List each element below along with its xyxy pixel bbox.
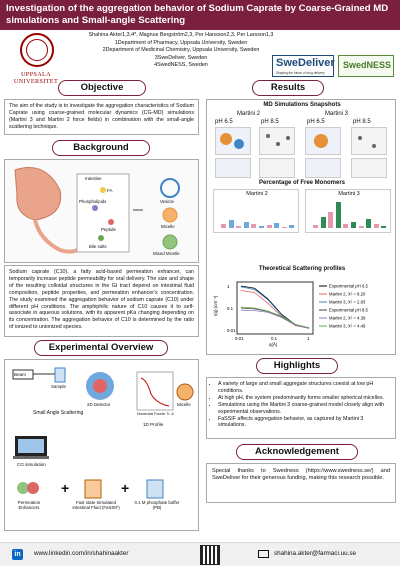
micelle-dot-icon xyxy=(266,134,270,138)
y-tick-label: 1 xyxy=(227,284,230,289)
x-tick-label: 0.01 xyxy=(235,336,244,341)
bar-mark xyxy=(221,224,226,228)
bar-mark xyxy=(236,226,241,228)
bar-mark xyxy=(313,225,318,228)
swedness-logo xyxy=(338,55,394,77)
highlights-heading: Highlights xyxy=(256,358,338,374)
intestine-panel xyxy=(77,174,129,252)
objective-heading: Objective xyxy=(58,80,146,96)
fa-label: FA xyxy=(107,188,113,193)
affiliation-1: 1Department of Pharmacy, Uppsala University, Sweden xyxy=(114,39,248,46)
bar-mark xyxy=(229,220,234,228)
x-tick-label: 0.1 xyxy=(271,336,278,341)
background-heading: Background xyxy=(52,140,150,156)
free-monomers-title: Percentage of Free Monomers xyxy=(258,180,346,186)
series-line xyxy=(241,310,309,328)
cg-label: CG simulation xyxy=(17,462,46,467)
micelle-icon xyxy=(163,208,177,222)
linkedin-icon[interactable]: in xyxy=(12,549,23,560)
m2-bars xyxy=(220,198,296,228)
highlight-item: • A variety of large and small aggregate structures coexist at low pH conditions. xyxy=(218,381,390,395)
m3-ph85-label: pH 8.5 xyxy=(353,119,371,125)
mixed-micelle-label: Mixed Micelle xyxy=(153,251,180,256)
micelle-dot-icon xyxy=(358,136,362,140)
bar-mark xyxy=(251,224,256,229)
snapshot-m2-ph85 xyxy=(259,127,295,155)
x-axis-label: q(Å) xyxy=(269,342,278,347)
legend-label: Experimental pH 6.5 xyxy=(329,283,368,289)
uu-logo-text: UPPSALA UNIVERSITET xyxy=(13,71,59,85)
acknowledgement-heading: Acknowledgement xyxy=(236,444,358,460)
m3-bars xyxy=(312,198,388,228)
m3-ph65-label: pH 6.5 xyxy=(307,119,325,125)
keyboard-icon xyxy=(13,456,49,459)
linkedin-link[interactable]: www.linkedin.com/in/shahinaakter xyxy=(34,550,129,557)
bile-salts-label: Bile salts xyxy=(89,244,107,249)
micelle-dot-icon xyxy=(372,144,376,148)
scattering-plot xyxy=(211,276,395,348)
bar-mark xyxy=(328,212,333,228)
scattering-title: Theoretical Scattering profiles xyxy=(258,266,346,272)
m3-bar-panel xyxy=(305,189,391,233)
y-axis-label: I(q) (cm⁻¹) xyxy=(213,295,218,316)
vesicle-icon xyxy=(161,179,179,197)
micelle-dot-icon xyxy=(276,142,280,146)
exp-item-2: Fast state Simulated Intestinal Fluid (FaSSIF) xyxy=(72,500,120,510)
legend-label: Martini 3, X² = 4.49 xyxy=(329,323,366,329)
fourier-label: Numerical Fourier Tr. & xyxy=(137,412,174,416)
mail-icon xyxy=(258,550,269,558)
footer xyxy=(0,542,400,566)
phospholipid-icon xyxy=(92,205,98,211)
micelle-result-icon xyxy=(177,384,193,400)
plus-icon-1: + xyxy=(61,480,70,496)
title-bar xyxy=(0,0,400,30)
bar-mark xyxy=(282,227,287,228)
x-tick-label: 1 xyxy=(307,336,310,341)
snapshot-m3-ph85 xyxy=(351,127,387,155)
background-figure xyxy=(4,159,199,263)
bar-mark xyxy=(244,222,249,228)
acknowledgement-box xyxy=(206,463,396,503)
legend-label: Experimental pH 8.5 xyxy=(329,307,368,313)
m2-bar-panel xyxy=(213,189,299,233)
authors-block xyxy=(86,32,276,70)
detector-label: 2D Detector xyxy=(87,402,111,407)
objective-text: The aim of the study is to investigate the aggregation characteristics of Sodium Caprate using coarse-grained molecular dynamics (CG-MD) simulations (Martini 3 and Martini 2 force fields) in combination with the small-angle scattering technique. xyxy=(9,103,194,130)
snapshot-m2-ph65 xyxy=(215,127,251,155)
highlight-item: • At high pH, the system predominantly forms smaller spherical micelles. xyxy=(218,395,390,402)
snapshot-m3-ph85-b xyxy=(351,158,387,178)
fa-icon xyxy=(100,187,106,193)
swedeliver-tagline: Shaping the future of drug delivery xyxy=(276,71,325,75)
snapshot-m3-ph65-b xyxy=(305,158,341,178)
stomach-icon xyxy=(15,168,61,221)
legend-label: Martini 2, X² = 4.39 xyxy=(329,315,366,321)
bar-mark xyxy=(351,222,356,228)
sample-label: Sample xyxy=(51,384,66,389)
series-line xyxy=(241,290,309,328)
martini2-label: Martini 2 xyxy=(237,111,261,117)
bar-mark xyxy=(289,225,294,228)
permeation-enhancer-icon-2 xyxy=(27,482,39,494)
affiliation-4: 4SwedNESS, Sweden xyxy=(154,62,208,69)
background-text-box xyxy=(4,265,199,337)
bar-mark xyxy=(259,226,264,228)
beam-label: Beam xyxy=(14,372,27,377)
qr-code-icon xyxy=(200,545,220,565)
y-tick-label: 0.01 xyxy=(227,328,236,333)
highlight-item: • FaSSIF affects aggregation behavior, as captured by Martini 3 simulations. xyxy=(218,416,390,430)
exp-item-1: Permeation Enhancers xyxy=(17,500,41,510)
detector-center-icon xyxy=(93,379,107,393)
uu-seal-icon xyxy=(20,33,54,67)
experimental-heading: Experimental Overview xyxy=(34,340,168,356)
snapshot-m2-ph65-b xyxy=(215,158,251,178)
results-heading: Results xyxy=(252,80,324,96)
bar-mark xyxy=(359,226,364,228)
aggregate-icon xyxy=(220,133,232,145)
m2-ph85-label: pH 8.5 xyxy=(261,119,279,125)
swedeliver-logo xyxy=(272,55,334,77)
peptide-icon xyxy=(108,219,114,225)
exp-item-3: 0.1 M phosphate buffer (PB) xyxy=(134,500,180,510)
martini3-label: Martini 3 xyxy=(325,111,349,117)
experimental-box xyxy=(4,359,199,531)
micelle-label: Micelle xyxy=(161,224,175,229)
legend-label: Martini 2, X² = 8.20 xyxy=(329,291,366,297)
computer-screen-icon xyxy=(18,439,44,453)
acknowledgement-text: Special thanks to Swedness (https://www.swedness.se/) and SweDeliver for their generous funding, making this research possible. xyxy=(212,468,390,482)
poster-header xyxy=(0,0,400,92)
buffer-bottle-icon xyxy=(147,480,163,498)
bar-mark xyxy=(366,219,371,228)
m2-ph65-label: pH 6.5 xyxy=(215,119,233,125)
y-tick-label: 0.1 xyxy=(227,306,234,311)
objective-box xyxy=(4,99,199,135)
bar-mark xyxy=(321,217,326,228)
author-line: Shahina Akter1,3,4*, Magnus Bergström2,3, Per Hansson2,3, Per Larsson1,3 xyxy=(88,32,274,38)
intestine-label: Intestine xyxy=(85,176,102,181)
phospholipids-label: Phospholipids xyxy=(79,199,107,204)
bar-mark xyxy=(267,225,272,228)
aggregate-icon xyxy=(314,134,328,148)
swedness-name: SwedNESS xyxy=(343,60,392,70)
highlights-box xyxy=(206,377,396,439)
m2-bar-title: Martini 2 xyxy=(246,191,268,197)
snapshot-m3-ph65 xyxy=(305,127,341,155)
m3-bar-title: Martini 3 xyxy=(338,191,360,197)
saxs-label: Small Angle Scattering xyxy=(33,410,84,416)
email-link[interactable]: shahina.akter@farmaci.uu.se xyxy=(274,550,356,557)
affiliation-2: 2Department of Medicinal Chemistry, Uppsala University, Sweden xyxy=(102,47,260,54)
profile-panel xyxy=(137,372,173,410)
peptide-label: Peptide xyxy=(101,227,116,232)
series-line xyxy=(241,287,309,328)
profile-label: 1D Profile xyxy=(143,422,164,427)
md-snapshots-title: MD Simulations Snapshots xyxy=(263,102,341,108)
fassif-bottle-icon xyxy=(85,480,101,498)
legend-label: Martini 3, X² = 2.83 xyxy=(329,299,366,305)
mixed-micelle-icon xyxy=(163,235,177,249)
aggregate-icon xyxy=(234,139,244,149)
background-text: Sodium caprate (C10), a fatty acid-based permeation enhancer, can temporarily increase peptide permeability for oral delivery. The size and shape of the resulting colloidal structures in the GI tract depend on intestinal fluid composition, peptide properties, and permeation enhancer's concentration. The study examined the aggregation behavior of sodium caprate (C10) under different pH conditions. The amphiphilic nature of C10 causes it to self-associate in aqueous solutions, with its apparent pKa changing depending on its concentration. The aggregation behavior of C10 is determined by the ratio of ionized to unionized species. xyxy=(9,269,194,331)
affiliation-3: 3SweDeliver, Sweden xyxy=(154,54,208,61)
micelle-dot-icon xyxy=(286,136,290,140)
highlight-item: • Simulations using the Martini 3 coarse-grained model closely align with experimental observations. xyxy=(218,402,390,416)
plus-icon-2: + xyxy=(121,480,130,496)
uppsala-university-logo xyxy=(4,33,64,89)
snapshot-m2-ph85-b xyxy=(259,158,295,178)
bar-mark xyxy=(374,224,379,228)
results-box xyxy=(206,99,396,355)
sample-cell-icon xyxy=(55,368,65,382)
bar-mark xyxy=(381,226,386,228)
bile-salt-icon xyxy=(98,235,104,241)
highlights-list xyxy=(212,381,390,429)
poster-title: Investigation of the aggregation behavior of Sodium Caprate by Coarse-Grained MD simulations and Small-angle Scattering xyxy=(6,3,389,26)
bar-mark xyxy=(343,224,348,228)
micelle-result-label: Micelle xyxy=(177,402,191,407)
vesicle-label: Vesicle xyxy=(160,199,174,204)
bar-mark xyxy=(274,223,279,228)
bar-mark xyxy=(336,202,341,228)
swedeliver-name: SweDeliver xyxy=(276,57,335,69)
